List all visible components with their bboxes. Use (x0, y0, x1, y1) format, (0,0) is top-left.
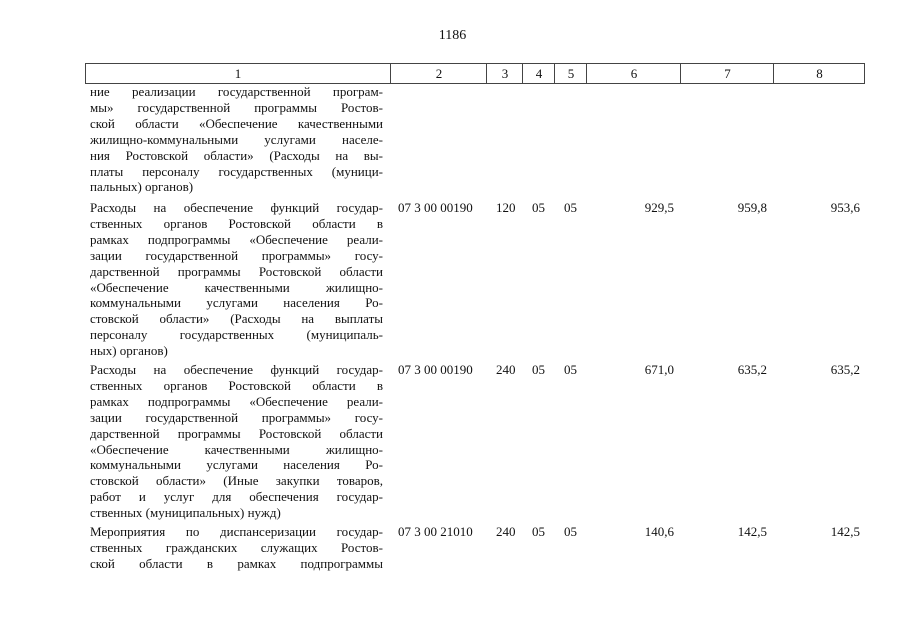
text-line: стовской области» (Иные закупки товаров, (90, 473, 383, 489)
cell-amount-6: 140,6 (644, 524, 674, 539)
header-col-3: 3 (486, 64, 523, 83)
cell-amount-6: 671,0 (644, 362, 674, 377)
text-line: коммунальными услугами населения Ро- (90, 295, 383, 311)
text-line: рамках подпрограммы «Обеспечение реали- (90, 393, 383, 409)
text-line: ние реализации государственной програм- (90, 84, 383, 99)
cell-amount-7: 959,8 (737, 200, 767, 215)
cell-expense-type: 120 (496, 200, 516, 215)
text-line: зации государственной программы» госу- (90, 247, 383, 263)
header-col-6: 6 (586, 64, 681, 83)
text-line: пальных) органов) (90, 179, 194, 195)
header-col-1: 1 (234, 66, 242, 81)
text-line: коммунальными услугами населения Ро- (90, 457, 383, 473)
text-line: платы персоналу государственных (муници- (90, 163, 383, 179)
cell-amount-7: 635,2 (737, 362, 767, 377)
text-line: ской области в рамках подпрограммы (90, 555, 383, 571)
text-line: ния Ростовской области» (Расходы на вы- (90, 147, 383, 163)
cell-expense-type: 240 (496, 362, 516, 377)
cell-target-code: 07 3 00 21010 (398, 524, 473, 539)
text-line: Расходы на обеспечение функций государ- (90, 200, 383, 215)
header-col-8: 8 (773, 64, 865, 83)
header-col-2: 2 (390, 64, 487, 83)
cell-section: 05 (532, 362, 545, 377)
cell-amount-6: 929,5 (644, 200, 674, 215)
text-line: дарственной программы Ростовской области (90, 425, 383, 441)
text-line: дарственной программы Ростовской области (90, 263, 383, 279)
text-line: ской области «Обеспечение качественными (90, 115, 383, 131)
text-line: ственных гражданских служащих Ростов- (90, 539, 383, 555)
header-col-5: 5 (554, 64, 587, 83)
text-line: ственных органов Ростовской области в (90, 215, 383, 231)
cell-amount-8: 953,6 (830, 200, 860, 215)
cell-target-code: 07 3 00 00190 (398, 200, 473, 215)
text-line: ственных (муниципальных) нужд) (90, 505, 281, 521)
row-description (90, 524, 383, 572)
header-col-7: 7 (680, 64, 774, 83)
header-col-4: 4 (522, 64, 555, 83)
page-number: 1186 (438, 28, 467, 43)
row-description (90, 84, 383, 195)
text-line: зации государственной программы» госу- (90, 409, 383, 425)
row-description (90, 200, 383, 359)
text-line: ственных органов Ростовской области в (90, 377, 383, 393)
cell-amount-8: 635,2 (830, 362, 860, 377)
text-line: «Обеспечение качественными жилищно- (90, 441, 383, 457)
text-line: Расходы на обеспечение функций государ- (90, 362, 383, 377)
text-line: жилищно-коммунальными услугами населе- (90, 131, 383, 147)
text-line: ных) органов) (90, 343, 168, 359)
text-line: рамках подпрограммы «Обеспечение реали- (90, 231, 383, 247)
row-description (90, 362, 383, 521)
text-line: работ и услуг для обеспечения государ- (90, 489, 383, 505)
text-line: персоналу государственных (муниципаль- (90, 327, 383, 343)
cell-amount-7: 142,5 (737, 524, 767, 539)
cell-section: 05 (532, 200, 545, 215)
cell-amount-8: 142,5 (830, 524, 860, 539)
table-header (85, 63, 865, 84)
text-line: мы» государственной программы Ростов- (90, 99, 383, 115)
text-line: стовской области» (Расходы на выплаты (90, 311, 383, 327)
cell-target-code: 07 3 00 00190 (398, 362, 473, 377)
cell-section: 05 (532, 524, 545, 539)
cell-subsection: 05 (564, 362, 577, 377)
text-line: Мероприятия по диспансеризации государ- (90, 524, 383, 539)
cell-subsection: 05 (564, 524, 577, 539)
cell-expense-type: 240 (496, 524, 516, 539)
cell-subsection: 05 (564, 200, 577, 215)
text-line: «Обеспечение качественными жилищно- (90, 279, 383, 295)
